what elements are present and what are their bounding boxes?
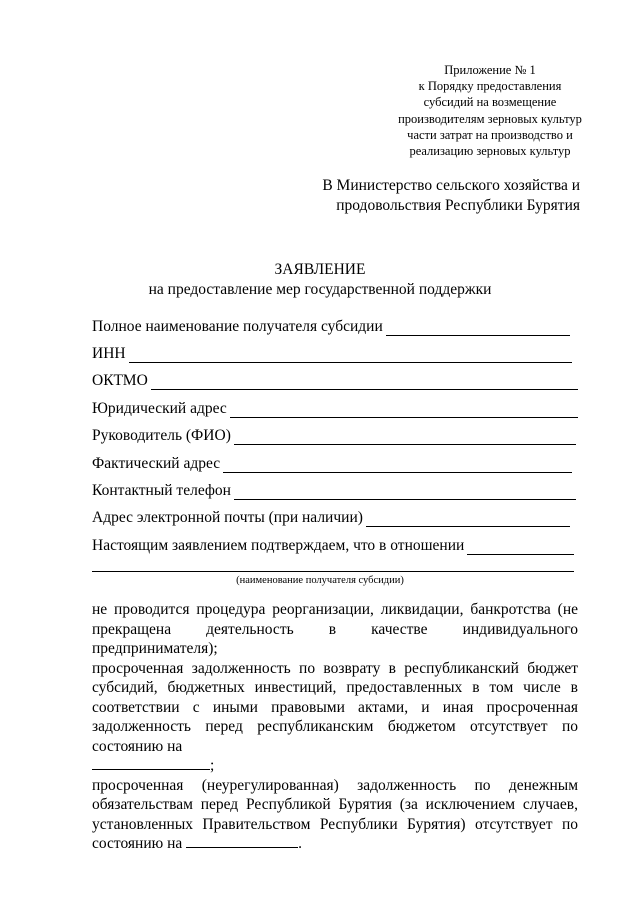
statement-paragraph <box>92 776 578 854</box>
fill-line[interactable] <box>467 540 574 555</box>
statement-paragraph <box>92 600 578 659</box>
field-label: Адрес электронной почты (при наличии) <box>92 509 363 526</box>
fill-line[interactable] <box>151 375 578 390</box>
appendix-block <box>360 62 620 159</box>
document-title: ЗАЯВЛЕНИЕ <box>274 261 366 278</box>
appendix-line: части затрат на производство и <box>407 127 573 142</box>
appendix-line: к Порядку предоставления <box>418 79 562 94</box>
appendix-line: субсидий на возмещение <box>423 95 557 110</box>
document-subtitle: на предоставление мер государственной поддержки <box>148 281 492 298</box>
addressee-line: продовольствия Республики Бурятия <box>336 197 580 214</box>
field-director[interactable] <box>92 427 576 445</box>
appendix-line: производителям зерновых культур <box>398 111 582 126</box>
paragraph-text: просроченная задолженность по возврату в республиканский бюджет субсидий, бюджетных инвестиций, предоставленных в том числе в соответствии с иными правовыми актами, и иная просроченная задолженность перед республиканским бюджетом отсутствует по состоянию на <box>92 659 578 755</box>
statement-paragraph <box>92 659 578 776</box>
field-label: Руководитель (ФИО) <box>92 427 231 444</box>
field-label: Контактный телефон <box>92 482 231 499</box>
recipient-name-line[interactable] <box>92 570 574 572</box>
paragraph-text: просроченная (неурегулированная) задолженность по денежным обязательствам перед Республикой Бурятия (за исключением случаев, установленных Правительством Республики Бурятия) отсутствует по состоянию на <box>92 776 578 852</box>
field-oktmo[interactable] <box>92 372 578 390</box>
field-label: ИНН <box>92 345 126 362</box>
field-email[interactable] <box>92 509 570 527</box>
paragraph-end: ; <box>210 757 215 774</box>
fill-line[interactable] <box>366 512 570 527</box>
fill-line[interactable] <box>234 485 576 500</box>
paragraph-text: не проводится процедура реорганизации, ликвидации, банкротства (не прекращена деятельность в качестве индивидуального предпринимателя); <box>92 601 578 657</box>
field-label: ОКТМО <box>92 372 148 389</box>
statement-body <box>92 600 578 854</box>
fill-line[interactable] <box>129 348 572 363</box>
date-blank[interactable] <box>186 835 298 848</box>
addressee-line: В Министерство сельского хозяйства и <box>322 177 580 194</box>
field-actual-address[interactable] <box>92 455 572 473</box>
fill-line[interactable] <box>234 430 576 445</box>
field-label: Полное наименование получателя субсидии <box>92 318 383 335</box>
fill-line[interactable] <box>386 321 570 336</box>
addressee-block <box>300 176 580 216</box>
fill-line[interactable] <box>230 403 578 418</box>
appendix-line: реализацию зерновых культур <box>409 144 571 159</box>
field-phone[interactable] <box>92 482 576 500</box>
field-confirmation[interactable] <box>92 537 574 555</box>
field-label: Фактический адрес <box>92 455 221 472</box>
recipient-name-caption: (наименование получателя субсидии) <box>236 575 404 586</box>
paragraph-end: . <box>298 835 303 852</box>
fill-line[interactable] <box>223 458 572 473</box>
field-label: Юридический адрес <box>92 400 227 417</box>
appendix-line: Приложение № 1 <box>444 63 536 77</box>
field-inn[interactable] <box>92 345 572 363</box>
date-blank[interactable] <box>92 757 210 770</box>
field-legal-address[interactable] <box>92 400 578 418</box>
field-recipient-name[interactable] <box>92 318 570 336</box>
field-label: Настоящим заявлением подтверждаем, что в отношении <box>92 537 465 554</box>
